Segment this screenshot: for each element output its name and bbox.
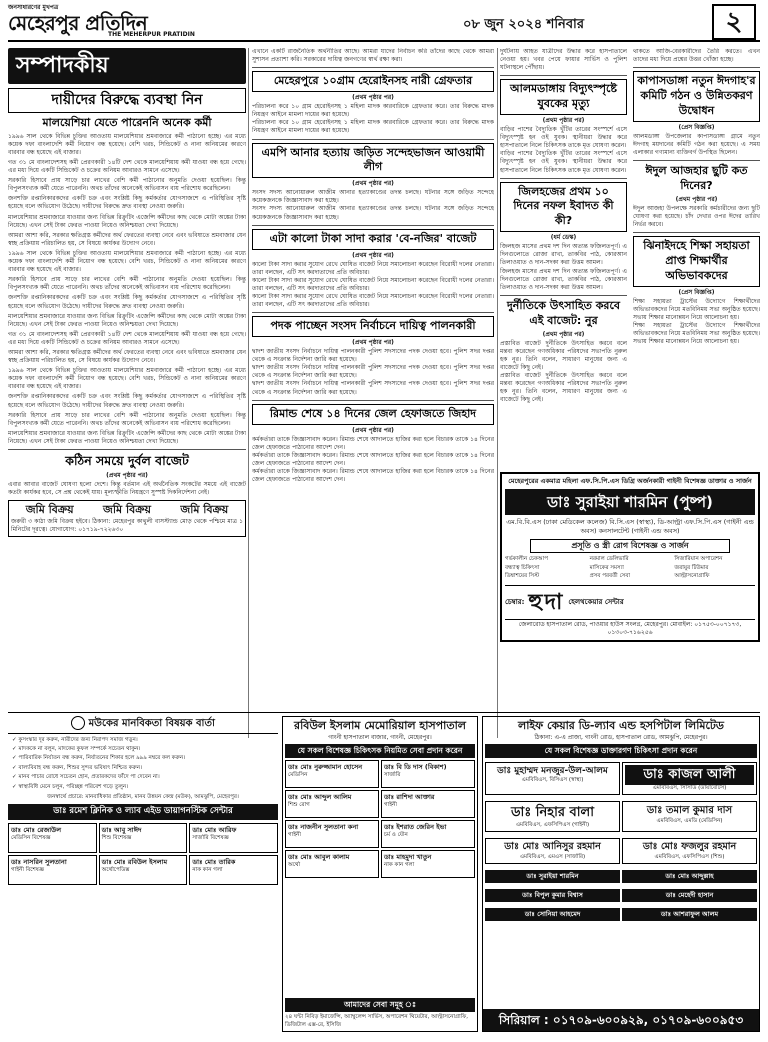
divider: [252, 225, 494, 226]
paragraph: গত ৩১ মে বাংলাদেশসহ কর্মী প্রেরণকারী ১৪টি দেশ থেকে মালয়েশিয়ায় কর্মী যাওয়া বন্ধ হয়ে গেছে। এর মধ্য দিয়ে একটি সিন্ডিকেট ও চক্রের অনিয়ম আবারও সামনে এসেছে।: [8, 330, 246, 346]
doctor-name: ডাঃ মাহমুদা খাতুন: [384, 853, 432, 862]
divider: [252, 400, 494, 401]
service-item: আল্ট্রাসনোগ্রাফি: [674, 573, 710, 580]
article-body: বাড়ির পাশের বৈদ্যুতিক খুঁটির তারের সংস্পর্শে এসে বিদ্যুৎস্পৃষ্ট হন ওই যুবক। স্থানীয়রা উদ্ধার করে হাসপাতালে নিলে চিকিৎসক তাকে মৃত ঘোষণা করেন।: [500, 126, 627, 150]
divider: [633, 67, 760, 68]
paragraph: আমরা আশা করি, সরকার ক্ষতিগ্রস্ত কর্মীদের অর্থ ফেরতের ব্যবস্থা নেবে এবং ভবিষ্যতে শ্রমবাজার যেন স্বচ্ছ প্রক্রিয়ায় পরিচালিত হয়, সে বিষয়ে কার্যকর উদ্যোগ নেবে।: [8, 231, 246, 247]
article-byline: (প্রথম পৃষ্ঠার পর): [352, 426, 394, 434]
article-body: কর্মকর্তারা তাকে জিজ্ঞাসাবাদ করেন। রিমান্ড শেষে আদালতে হাজির করা হলে বিচারক তাকে ১৪ দিনের জেল হেফাজতে পাঠানোর আদেশ দেন।: [252, 467, 494, 484]
awareness-list: [12, 737, 274, 792]
article-body: শিক্ষা সহায়তা ট্রাস্টের উদ্যোগে শিক্ষার্থীদের অভিভাবকদের নিয়ে মতবিনিময় সভা অনুষ্ঠিত হয়েছে। সভায় শিক্ষার মানোন্নয়ন নিয়ে আলোচনা হয়।: [633, 322, 760, 346]
article-body: ঈদুল আজহা উপলক্ষে সরকারি কর্মচারীদের জন্য ছুটি ঘোষণা করা হয়েছে। চাঁদ দেখার ওপর ঈদের তারিখ নির্ভর করবে।: [633, 204, 760, 229]
doctor-degree: এমবিবিএস, এফসিপিএস (শিশু): [654, 853, 725, 860]
doctor-info: গাইনী: [288, 831, 301, 838]
serial-phone: সিরিয়াল : ০১৭০৯-৬০০৯২৯, ০১৭০৯-৬০০৯৫৩: [483, 1009, 759, 1031]
article-body: শিক্ষা সহায়তা ট্রাস্টের উদ্যোগে শিক্ষার্থীদের অভিভাবকদের নিয়ে মতবিনিময় সভা অনুষ্ঠিত হয়েছে। সভায় শিক্ষার মানোন্নয়ন নিয়ে আলোচনা হয়।: [633, 297, 760, 321]
paragraph: জনশক্তি রপ্তানিকারকদের একটি চক্র এবং সংশ্লিষ্ট কিছু কর্মকর্তার যোগসাজশে এ পরিস্থিতির সৃষ্টি হয়েছে বলে অভিযোগ উঠেছে। দায়ীদের বিরুদ্ধে দ্রুত ব্যবস্থা নেওয়া জরুরি।: [8, 294, 246, 310]
divider: [252, 139, 494, 140]
doctor-name: ডাঃ মোঃ আব্দুল আলিম: [288, 793, 352, 802]
doctor-name: ডাঃ ইশরাত জেরিন ইভা: [384, 823, 447, 832]
article-continuation: থাকতে আজি-বেরকারীদের তৈরি করতে। এখন তাদের মধ্য দিয়ে প্রশ্নের উত্তর খোঁজা হচ্ছে।: [633, 48, 760, 64]
article-body: কালো টাকা সাদা করার সুযোগ রেখে ঘোষিত বাজেট নিয়ে সমালোচনা করেছেন বিরোধী দলের নেতারা। তারা বলছেন, এটি সৎ করদাতাদের প্রতি অবিচার।: [252, 276, 494, 292]
article-headline: ঈদুল আজহার ছুটি কত দিনের?: [645, 164, 748, 192]
news-column-3: [500, 48, 760, 748]
lab-doctor-grid: [8, 823, 278, 885]
doctor-card: [622, 801, 757, 832]
services-box: [285, 996, 475, 1029]
hospital-ad-rabiul: [282, 716, 478, 1032]
paragraph: সরকারি হিসাবে প্রায় সাড়ে চার লাখের বেশি কর্মী পাঠানোর অনুমতি দেওয়া হয়েছিল। কিন্তু বিপুলসংখ্যক কর্মী যেতে পারেননি। অথচ তাঁদের অনেকেই অভিবাসন ব্যয় পরিশোধ করেছিলেন।: [8, 177, 246, 193]
doctor-card: [8, 823, 97, 853]
divider: [633, 160, 760, 161]
article-byline: (প্রেস বিজ্ঞপ্তি): [678, 288, 715, 296]
article-byline: (প্রথম পৃষ্ঠার পর): [352, 251, 394, 259]
doctor-degree: এমবিবিএস, এফসিপিএস (গাইনী): [515, 821, 590, 828]
article-body: আলমডাঙ্গা উপজেলার কাপাসডাঙ্গা গ্রামে নতুন ঈদগাহ ময়দানের কমিটি গঠন করা হয়েছে। এ সময় এলাকার গণ্যমান্য ব্যক্তিবর্গ উপস্থিত ছিলেন।: [633, 132, 760, 156]
divider: [633, 232, 760, 233]
editorial-headline: দায়ীদের বিরুদ্ধে ব্যবস্থা নিন: [8, 88, 246, 113]
article-body: [8, 481, 246, 497]
ad-banner: যে সকল বিশেষজ্ঞ ডাক্তারগণ চিকিৎসা প্রদান করেন: [485, 744, 757, 758]
doctor-name: ডাঃ মোঃ আব্দুল্লাহ: [622, 870, 757, 883]
paragraph: জনশক্তি রপ্তানিকারকদের একটি চক্র এবং সংশ্লিষ্ট কিছু কর্মকর্তার যোগসাজশে এ পরিস্থিতির সৃষ্টি হয়েছে বলে অভিযোগ উঠেছে। দায়ীদের বিরুদ্ধে দ্রুত ব্যবস্থা নেওয়া জরুরি।: [8, 393, 246, 409]
doctor-name: ডাঃ রাশিদা আক্তার: [384, 793, 435, 802]
classified-title: জমি বিক্রয়: [103, 503, 151, 517]
editorial-column: [8, 48, 246, 748]
article-byline: (প্রথম পৃষ্ঠার পর): [352, 94, 394, 102]
article-headline: কাপাসডাঙ্গা নতুন ঈদগাহ'র কমিটি গঠন ও উন্নিতকরণ উদ্বোধন: [633, 71, 760, 122]
clinic-logo: হুদা: [528, 589, 565, 615]
doctor-info: সার্জারি: [384, 771, 401, 778]
services-title: আমাদের সেবা সমূহ ঃ: [285, 998, 475, 1012]
article-byline: (ধর্ম ডেস্ক): [550, 234, 577, 242]
doctor-name: ডাঃ সুরাইয়া শারমিন: [485, 870, 620, 883]
doctor-info: নাক কান গলা: [384, 861, 415, 868]
masthead-date: ০৮ জুন ২০২৪ শনিবার: [463, 17, 584, 32]
article-body: দ্বাদশ জাতীয় সংসদ নির্বাচনে দায়িত্ব পালনকারী পুলিশ সদস্যদের পদক দেওয়া হবে। পুলিশ সদর দপ্তর থেকে এ সংক্রান্ত নির্দেশনা জারি করা হয়েছে।: [252, 348, 494, 364]
article-headline: রিমান্ড শেষে ১৪ দিনের জেল হেফাজতে জিহাদ: [252, 404, 494, 425]
classified-title: জমি বিক্রয়: [180, 503, 229, 517]
doctor-name: ডাঃ মুহাম্মদ মনজুর-উল-আলম: [497, 766, 608, 777]
paragraph: মালয়েশিয়ার শ্রমবাজারে যাওয়ার জন্য বিভিন্ন রিক্রুটিং এজেন্সি কর্মীদের কাছ থেকে মোটা অঙ্কের টাকা নিয়েছে। এখন সেই টাকা ফেরত পাওয়া নিয়েও অনিশ্চয়তা দেখা দিয়েছে।: [8, 312, 246, 328]
article-headline: জিলহজের প্রথম ১০ দিনের নফল ইবাদত কী কী?: [500, 182, 627, 233]
article-body: দ্বাদশ জাতীয় সংসদ নির্বাচনে দায়িত্ব পালনকারী পুলিশ সদস্যদের পদক দেওয়া হবে। পুলিশ সদর দপ্তর থেকে এ সংক্রান্ত নির্দেশনা জারি করা হয়েছে।: [252, 380, 494, 396]
lifecare-hospital-ad: [482, 716, 760, 1032]
article-body: বাড়ির পাশের বৈদ্যুতিক খুঁটির তারের সংস্পর্শে এসে বিদ্যুৎস্পৃষ্ট হন ওই যুবক। স্থানীয়রা উদ্ধার করে হাসপাতালে নিলে চিকিৎসক তাকে মৃত ঘোষণা করেন।: [500, 150, 627, 174]
doctor-name: ডাঃ সুরাইয়া শারমিন (পুষ্প): [505, 489, 755, 515]
doctor-info: মেডিসিন বিশেষজ্ঞ: [11, 834, 51, 841]
paragraph: ১৯৯৬ সাল থেকে বিভিন্ন চুক্তির আওতায় মালয়েশিয়ার শ্রমবাজারে কর্মী পাঠানো হচ্ছে। এর মধ্যে কয়েক দফা বাংলাদেশি কর্মী নিয়োগ বন্ধ হয়েছে। বেশি খরচ, সিন্ডিকেট ও নানা অনিয়মের কারণে বারবার বন্ধ হয়েছে এই বাজার।: [8, 132, 246, 156]
doctor-degrees: এম.বি.বি.এস (ঢাকা মেডিকেল কলেজ) বি.সি.এস (স্বাস্থ্য), ডি-আল্ট্রা এফ.সি.পি.এস (গাইনী এন্ড অবস) কনসালটেন্ট (গাইনী এন্ড অবস): [506, 518, 754, 535]
doctor-name: ডাঃ মোঃ আনিসুর রহমান: [504, 841, 601, 852]
ad-separator: [8, 712, 760, 713]
mouk-awareness-ad: [8, 716, 278, 1032]
doctor-name: ডাঃ মোঃ তারিক: [192, 857, 236, 866]
classified-text: জরুরী ৩ কাঠা জমি বিক্রয় হইবে। ঠিকানা: মেহেরপুর কাথুলী বাসস্ট্যান্ড মোড় থেকে পশ্চিমে মাত্র ১ মিনিটের দূরত্বে। যোগাযোগ: ০১৭১৯-৭২২৬৩০: [11, 518, 243, 534]
doctor-degree: এমবিবিএস, সিসিডি (ডায়াবেটিস): [652, 784, 727, 791]
news-column-2: [252, 48, 494, 748]
organization-logo-icon: [71, 716, 85, 730]
doctor-card: [622, 838, 757, 864]
classified-titles: [11, 503, 243, 518]
doctor-degree: এমবিবিএস, এমএস (সার্জারি): [519, 853, 586, 860]
paragraph: মালয়েশিয়ার শ্রমবাজারে যাওয়ার জন্য বিভিন্ন রিক্রুটিং এজেন্সি কর্মীদের কাছ থেকে মোটা অঙ্কের টাকা নিয়েছে। এখন সেই টাকা ফেরত পাওয়া নিয়েও অনিশ্চয়তা দেখা দিয়েছে।: [8, 429, 246, 445]
article-body: প্রস্তাবিত বাজেট দুর্নীতিকে উৎসাহিত করবে বলে মন্তব্য করেছেন গণঅধিকার পরিষদের সভাপতি নুরুল হক নুর। তিনি বলেন, সাধারণ মানুষের জন্য এ বাজেটে কিছু নেই।: [500, 339, 627, 371]
article-headline: এটা কালো টাকা সাদা করার 'বে-নজির' বাজেট: [252, 229, 494, 250]
services-text: ২৪ ঘন্টা নিবিড় ইমার্জেন্সি, অ্যাম্বুলেন্স সার্ভিস, অপারেশন থিয়েটার, আল্ট্রাসনোগ্রাফি, ডিজিটাল এক্স-রে, ইসিজি: [285, 1014, 469, 1028]
article-byline: (প্রথম পৃষ্ঠার পর): [352, 339, 394, 346]
doctor-card: [189, 855, 278, 885]
article-headline: দুর্নীতিকে উৎসাহিত করবে এই বাজেট: নুর: [506, 298, 621, 327]
doctor-info: গাইনী বিশেষজ্ঞ: [11, 866, 45, 873]
service-list: [505, 556, 755, 580]
doctor-info: চর্ম ও যৌন: [384, 831, 408, 838]
article-byline: (প্রথম পৃষ্ঠার পর): [352, 180, 394, 188]
service-item: ডিম্বাশয়ের সিস্ট: [505, 573, 540, 580]
doctor-grid: [285, 760, 475, 878]
doctor-info: মেডিসিন: [288, 771, 308, 778]
article-body: পরিচালনা করে ১০ গ্রাম হেরোইনসহ ১ মহিলা মাদক কারবারিকে গ্রেফতার করে। তার বিরুদ্ধে মাদক নিয়ন্ত্রণ আইনে মামলা দায়ের করা হয়েছে।: [252, 119, 494, 135]
paragraph: ১৯৯৬ সাল থেকে বিভিন্ন চুক্তির আওতায় মালয়েশিয়ার শ্রমবাজারে কর্মী পাঠানো হচ্ছে। এর মধ্যে কয়েক দফা বাংলাদেশি কর্মী নিয়োগ বন্ধ হয়েছে। বেশি খরচ, সিন্ডিকেট ও নানা অনিয়মের কারণে বারবার বন্ধ হয়েছে এই বাজার।: [8, 367, 246, 391]
editorial-banner: সম্পাদকীয়: [8, 48, 246, 84]
article-body: কালো টাকা সাদা করার সুযোগ রেখে ঘোষিত বাজেট নিয়ে সমালোচনা করেছেন বিরোধী দলের নেতারা। তারা বলছেন, এটি সৎ করদাতাদের প্রতি অবিচার।: [252, 260, 494, 276]
service-item: সিজারিয়ান অপারেশন: [674, 556, 723, 563]
doctor-name: ডাঃ আশরাফুল আলম: [622, 908, 757, 921]
masthead: [8, 4, 760, 42]
doctor-name: ডাঃ মোঃ রেজাউল: [11, 825, 62, 834]
clinic-subtitle: হেলথকেয়ার সেন্টার: [568, 597, 624, 606]
article-headline: কঠিন সময়ে দুর্বল বাজেট: [65, 453, 189, 469]
article-body: জিলহজ মাসের প্রথম দশ দিন অত্যন্ত ফজিলতপূর্ণ। এ দিনগুলোতে রোজা রাখা, তাকবির পাঠ, কোরআন তিলাওয়াত ও দান-সদকা করা উত্তম আমল।: [500, 243, 627, 267]
page-number: ২: [712, 4, 756, 40]
masthead-subtitle: THE MEHERPUR PRATIDIN: [108, 31, 195, 38]
article-body: কালো টাকা সাদা করার সুযোগ রেখে ঘোষিত বাজেট নিয়ে সমালোচনা করেছেন বিরোধী দলের নেতারা। তারা বলছেন, এটি সৎ করদাতাদের প্রতি অবিচার।: [252, 292, 494, 309]
doctor-info: গাইনী: [384, 801, 397, 808]
article-headline: পদক পাচ্ছেন সংসদ নির্বাচনে দায়িত্ব পালনকারী: [252, 316, 494, 337]
paragraph: সরকারি হিসাবে প্রায় সাড়ে চার লাখের বেশি কর্মী পাঠানোর অনুমতি দেওয়া হয়েছিল। কিন্তু বিপুলসংখ্যক কর্মী যেতে পারেননি। অথচ তাঁদের অনেকেই অভিবাসন ব্যয় পরিশোধ করেছিলেন।: [8, 276, 246, 292]
doctor-info: শিশু বিশেষজ্ঞ: [101, 834, 132, 841]
classified-ad: [8, 500, 246, 537]
service-item: বন্ধ্যাত্ব চিকিৎসা: [505, 564, 540, 571]
doctor-card: [381, 820, 475, 848]
divider: [500, 178, 627, 179]
masthead-tagline: জনসাধারণের মুখপত্র: [8, 4, 59, 11]
column-divider: [248, 48, 249, 738]
doctor-degree: এমবিবিএস, এমডি (মেডিসিন): [656, 817, 723, 824]
article-byline: (প্রথম পৃষ্ঠার পর): [675, 195, 718, 203]
article-body: পরিচালনা করে ১০ গ্রাম হেরোইনসহ ১ মহিলা মাদক কারবারিকে গ্রেফতার করে। তার বিরুদ্ধে মাদক নিয়ন্ত্রণ আইনে মামলা দায়ের করা হয়েছে।: [252, 103, 494, 119]
article-body: সংসদ সদস্য আনোয়ারুল আজীম আনার হত্যাকাণ্ডের তদন্ত চলছে। ঘটনার সঙ্গে জড়িত সন্দেহে কয়েকজনকে জিজ্ঞাসাবাদ করা হচ্ছে।: [252, 205, 494, 221]
article-byline: (প্রেস বিজ্ঞপ্তি): [678, 123, 715, 131]
ad-title: লাইফ কেয়ার ডি-ল্যাব এন্ড হসপিটাল লিমিটেড: [518, 719, 724, 732]
editorial-subheadline: মালয়েশিয়া যেতে পারেননি অনেক কর্মী: [42, 115, 212, 129]
list-item: ✓ কুসংস্কার দূর করুন, নারীদের জন্য নিরাপদ সমাজ গড়ুন।: [12, 737, 274, 744]
doctor-name: ডাঃ নাসরিন সুলতানা: [11, 857, 67, 866]
doctor-card: [485, 801, 620, 832]
doctor-name: ডাঃ মোঃ নুরুজ্জামান হোসেন: [288, 763, 363, 772]
doctor-card: [381, 790, 475, 818]
ad-title-text: মউকের মানবিকতা বিষয়ক বার্তা: [88, 718, 215, 729]
doctor-info: নাক কান গলা: [192, 866, 223, 873]
doctor-name: ডাঃ নাজনীন সুলতানা কনা: [288, 823, 359, 832]
small-doctor-grid: [485, 868, 757, 922]
article-headline: ঝিনাইদহে শিক্ষা সহায়তা প্রাপ্ত শিক্ষার্থীর অভিভাবকদের: [633, 236, 760, 287]
article-body: জিলহজ মাসের প্রথম দশ দিন অত্যন্ত ফজিলতপূর্ণ। এ দিনগুলোতে রোজা রাখা, তাকবির পাঠ, কোরআন তিলাওয়াত ও দান-সদকা করা উত্তম আমল।: [500, 267, 627, 291]
doctor-name: ডাঃ কাজল আলী: [625, 765, 754, 785]
doctor-card: [285, 850, 379, 878]
classified-title: জমি বিক্রয়: [25, 503, 74, 517]
paragraph: গত ৩১ মে বাংলাদেশসহ কর্মী প্রেরণকারী ১৪টি দেশ থেকে মালয়েশিয়ায় কর্মী যাওয়া বন্ধ হয়ে গেছে। এর মধ্য দিয়ে একটি সিন্ডিকেট ও চক্রের অনিয়ম আবারও সামনে এসেছে।: [8, 159, 246, 175]
ad-sponsor: জনস্বার্থে প্রচারে: মানবাধিকার প্রতিষ্ঠান, মানব উন্নয়ন কেন্দ্র (মউক), আমঝুপি, মেহেরপুর।: [47, 794, 239, 801]
divider: [252, 312, 494, 313]
doctor-info: শিশু রোগ: [288, 801, 310, 808]
article-headline: আলমডাঙ্গায় বিদ্যুৎস্পৃষ্টে যুবকের মৃত্যু: [500, 79, 627, 115]
doctor-card: [285, 820, 379, 848]
ad-intro: মেহেরপুরের একমাত্র মহিলা এফ.সি.পি.এস ডিগ্রি অর্জনকারী গাইনী বিশেষজ্ঞ ডাক্তার ও সার্জন: [508, 477, 752, 485]
doctor-info: অর্থোপেডিক্স: [101, 866, 130, 873]
doctor-name: ডাঃ মোঃ রবিউল ইসলাম: [101, 857, 168, 866]
article-body: কর্মকর্তারা তাকে জিজ্ঞাসাবাদ করেন। রিমান্ড শেষে আদালতে হাজির করা হলে বিচারক তাকে ১৪ দিনের জেল হেফাজতে পাঠানোর আদেশ দেন।: [252, 451, 494, 467]
doctor-degree: এমবিবিএস, বিসিএস (স্বাস্থ্য): [521, 777, 584, 784]
doctor-card: [485, 838, 620, 864]
clinic-brand: [505, 585, 755, 618]
doctor-card: [8, 855, 97, 885]
doctor-name: ডাঃ আবু সাঈদ: [101, 825, 142, 834]
doctor-specialty: প্রসূতি ও স্ত্রী রোগ বিশেষজ্ঞ ও সার্জন: [530, 539, 730, 554]
lab-title: ডাঃ রমেশ ক্লিনিক ও ল্যাব এইড ডায়াগনস্টিক সেন্টার: [8, 804, 278, 819]
doctor-card: [99, 823, 188, 853]
article-body: প্রস্তাবিত বাজেট দুর্নীতিকে উৎসাহিত করবে বলে মন্তব্য করেছেন গণঅধিকার পরিষদের সভাপতি নুরুল হক নুর। তিনি বলেন, সাধারণ মানুষের জন্য এ বাজেটে কিছু নেই।: [500, 371, 627, 404]
doctor-name: ডাঃ মোঃ আরিফ: [192, 825, 237, 834]
doctor-name: ডাঃ বি ডি দাস (বিকাশ): [384, 763, 447, 772]
doctor-card: [381, 760, 475, 788]
paragraph: মালয়েশিয়ার শ্রমবাজারে যাওয়ার জন্য বিভিন্ন রিক্রুটিং এজেন্সি কর্মীদের কাছ থেকে মোটা অঙ্কের টাকা নিয়েছে। এখন সেই টাকা ফেরত পাওয়া নিয়েও অনিশ্চয়তা দেখা দিয়েছে।: [8, 213, 246, 229]
paragraph: আমরা আশা করি, সরকার ক্ষতিগ্রস্ত কর্মীদের অর্থ ফেরতের ব্যবস্থা নেবে এবং ভবিষ্যতে শ্রমবাজার যেন স্বচ্ছ প্রক্রিয়ায় পরিচালিত হয়, সে বিষয়ে কার্যকর উদ্যোগ নেবে।: [8, 348, 246, 365]
sub-column-left: [500, 48, 627, 468]
doctor-name: ডাঃ মোঃ ফজলুর রহমান: [642, 841, 737, 852]
doctor-card: [485, 762, 620, 795]
newspaper-logo: [8, 4, 208, 40]
paragraph: ১৯৯৬ সাল থেকে বিভিন্ন চুক্তির আওতায় মালয়েশিয়ার শ্রমবাজারে কর্মী পাঠানো হচ্ছে। এর মধ্যে কয়েক দফা বাংলাদেশি কর্মী নিয়োগ বন্ধ হয়েছে। বেশি খরচ, সিন্ডিকেট ও নানা অনিয়মের কারণে বারবার বন্ধ হয়েছে এই বাজার।: [8, 249, 246, 274]
ad-address: ঠিকানা: এ-এ প্রাজা, গাংনী রোড, হাসপাতাল রোড, আমঝুপি, মেহেরপুর।: [534, 733, 708, 741]
list-item: ✓ মানব পাচার রোধে সচেতন হোন, প্রতারকদের ফাঁদে পা দেবেন না।: [12, 774, 274, 781]
column-divider: [497, 48, 498, 738]
paragraph: সরকারি হিসাবে প্রায় সাড়ে চার লাখের বেশি কর্মী পাঠানোর অনুমতি দেওয়া হয়েছিল। কিন্তু বিপুলসংখ্যক কর্মী যেতে পারেননি। অথচ তাঁদের অনেকেই অভিবাসন ব্যয় পরিশোধ করেছিলেন।: [8, 411, 246, 427]
ad-banner: যে সকল বিশেষজ্ঞ চিকিৎসক নিয়মিত সেবা প্রদান করেন: [285, 744, 475, 758]
clinic-address: জেলারোড হাসপাতাল রোড, পাওয়ার হাউস সংলগ্ন, মেহেরপুর। মোবাইল: ০১৭৫৩-০০৭১৭৩, ০১৩০৩-৭১৬২৫৬: [505, 619, 755, 637]
divider: [252, 67, 494, 68]
doctor-info: সার্জারি বিশেষজ্ঞ: [192, 834, 229, 841]
doctor-name: ডাঃ নিহার বালা: [510, 805, 594, 821]
doctor-card: [285, 760, 379, 788]
article-headline: এমপি আনার হত্যায় জড়িত সন্দেহভাজন আওয়ামী লীগ: [252, 143, 494, 179]
doctor-card: [189, 823, 278, 853]
ad-title: [8, 716, 278, 734]
doctor-name: ডাঃ বিপুল কুমার বিশ্বাস: [485, 889, 620, 902]
paragraph: জনশক্তি রপ্তানিকারকদের একটি চক্র এবং সংশ্লিষ্ট কিছু কর্মকর্তার যোগসাজশে এ পরিস্থিতির সৃষ্টি হয়েছে বলে অভিযোগ উঠেছে। দায়ীদের বিরুদ্ধে দ্রুত ব্যবস্থা নেওয়া জরুরি।: [8, 195, 246, 211]
service-item: জরায়ুর টিউমার: [674, 564, 709, 571]
article-body: সংসদ সদস্য আনোয়ারুল আজীম আনার হত্যাকাণ্ডের তদন্ত চলছে। ঘটনার সঙ্গে জড়িত সন্দেহে কয়েকজনকে জিজ্ঞাসাবাদ করা হচ্ছে।: [252, 189, 494, 205]
list-item: ✓ পারিবারিক নির্যাতন বন্ধ করুন, নির্যাতনের শিকার হলে ৯৯৯ নম্বরে কল করুন।: [12, 755, 274, 762]
doctor-name: ডাঃ মেহেদী হাসান: [622, 889, 757, 902]
editorial-body: [8, 133, 246, 446]
service-item: প্রসব পরবর্তী সেবা: [589, 573, 630, 580]
doctor-card: [622, 762, 757, 795]
doctor-card: [99, 855, 188, 885]
article-body: দ্বাদশ জাতীয় সংসদ নির্বাচনে দায়িত্ব পালনকারী পুলিশ সদস্যদের পদক দেওয়া হবে। পুলিশ সদর দপ্তর থেকে এ সংক্রান্ত নির্দেশনা জারি করা হয়েছে।: [252, 364, 494, 380]
two-column-news: [500, 48, 760, 468]
service-item: মাসিকের সমস্যা: [589, 564, 624, 571]
paragraph: এবার আবার বাজেট ঘোষণা হলো দেশে। কিন্তু বর্তমান এই অর্থনৈতিক সংকটের সময়ে এই বাজেট কতটা কার্যকর হবে, সে প্রশ্ন থেকেই যায়। মূল্যস্ফীতি নিয়ন্ত্রণে সুস্পষ্ট দিকনির্দেশনা নেই।: [8, 480, 246, 497]
doctor-name: ডাঃ সোনিয়া আহমেদ: [485, 908, 620, 921]
doctor-card: [381, 850, 475, 878]
service-item: নরমাল ডেলিভারি: [589, 556, 629, 563]
article-body: কর্মকর্তারা তাকে জিজ্ঞাসাবাদ করেন। রিমান্ড শেষে আদালতে হাজির করা হলে বিচারক তাকে ১৪ দিনের জেল হেফাজতে পাঠানোর আদেশ দেন।: [252, 435, 494, 451]
article-continuation: এখানে একটি রাজনৈতিক অর্থনীতির আছে। আমরা যাদের নির্বাচন করি তাঁদের কাছে থেকে আমরা সুশাসন প্রত্যাশা করি। সরকারের দায়িত্ব জনগণের স্বার্থ রক্ষা করা।: [252, 48, 494, 64]
ad-address: গাংনী হাসপাতাল বাজার, গাংনী, মেহেরপুর।: [328, 733, 432, 741]
list-item: ✓ বাল্যবিবাহ বন্ধ করুন, শিশুর সুন্দর ভবিষ্যৎ নিশ্চিত করুন।: [12, 765, 274, 772]
doctor-advertisement: [500, 472, 760, 642]
doctor-info: অর্থো: [288, 861, 301, 868]
chamber-label: চেম্বার:: [505, 597, 525, 606]
divider: [500, 295, 627, 296]
masthead-title: মেহেরপুর প্রতিদিন: [8, 11, 148, 36]
divider: [8, 449, 246, 450]
sub-column-right: [633, 48, 760, 468]
article-headline: মেহেরপুরে ১০গ্রাম হেরোইনসহ নারী গ্রেফতার: [252, 71, 494, 92]
divider: [500, 75, 627, 76]
article-byline: (প্রথম পৃষ্ঠার পর): [542, 116, 585, 124]
doctor-name: ডাঃ তমাল কুমার দাস: [646, 805, 733, 817]
article-byline: (প্রথম পৃষ্ঠার পর): [106, 471, 148, 479]
doctor-name: ডাঃ মোঃ আবুল কালাম: [288, 853, 350, 862]
article-continuation: দুর্ঘটনায় আহত যাত্রীদের উদ্ধার করে হাসপাতালে নেওয়া হয়। খবর পেয়ে ফায়ার সার্ভিস ও পুলিশ ঘটনাস্থলে পৌঁছায়।: [500, 48, 627, 72]
service-item: গর্ভকালীন চেকআপ: [505, 556, 549, 563]
list-item: ✓ স্বাস্থ্যবিধি মেনে চলুন, পরিচ্ছন্ন পরিবেশ গড়ে তুলুন।: [12, 784, 274, 791]
ad-title: রবিউল ইসলাম মেমোরিয়াল হাসপাতাল: [294, 719, 466, 732]
doctor-card: [285, 790, 379, 818]
doctor-grid: [485, 760, 757, 866]
list-item: ✓ মাদককে না বলুন, মাদকের কুফল সম্পর্কে সচেতন থাকুন।: [12, 746, 274, 753]
article-byline: (প্রথম পৃষ্ঠার পর): [542, 330, 585, 338]
